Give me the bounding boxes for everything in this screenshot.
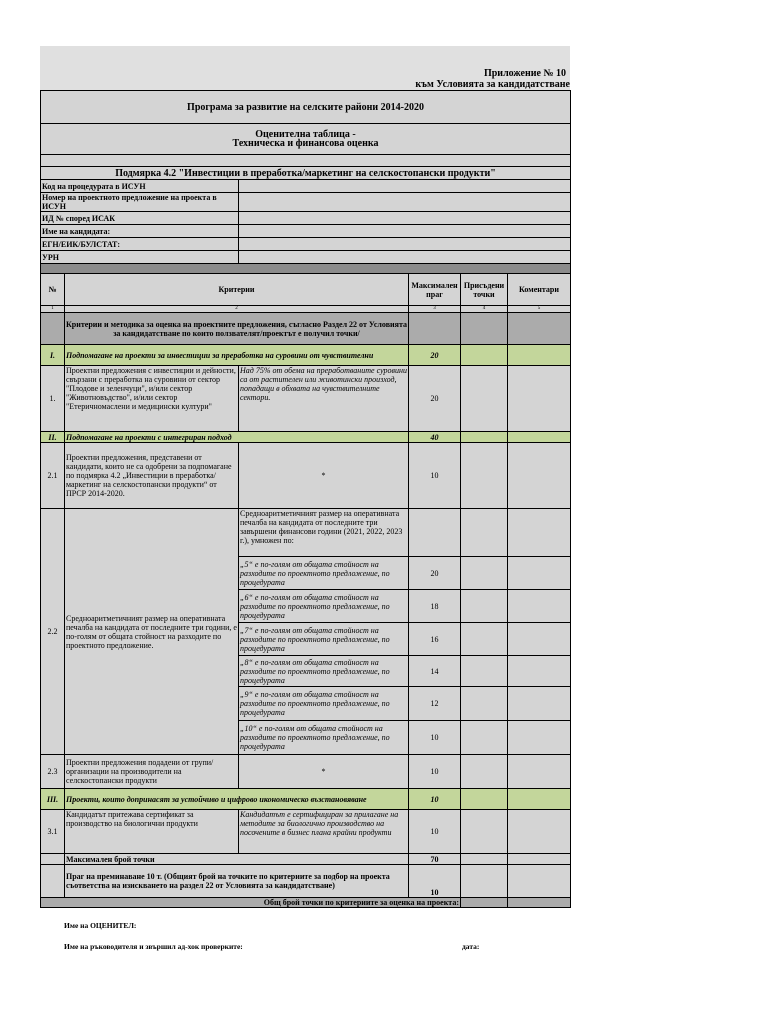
row-22-text: Средноаритметичният размер на оперативната печалба на кандидата от последните три години, е по-голям от общата стойност на разходите по проектното предложение. — [65, 509, 239, 755]
row-22-intro-comment — [508, 509, 571, 557]
row-22-option-3: „7“ е по-голям от общата стойност на разходите по проектното предложение, по процедурата — [239, 623, 409, 656]
submeasure-title: Подмярка 4.2 "Инвестиции в преработка/маркетинг на селскостопански продукти" — [41, 167, 571, 180]
row-22-option-6: „10“ е по-голям от общата стойност на разходите по проектното предложение, по процедурата — [239, 721, 409, 755]
section-1-comment[interactable] — [508, 345, 571, 366]
info-label-proposal: Номер на проектното предложение на проекта в ИСУН — [41, 193, 239, 212]
threshold-awarded — [461, 865, 508, 898]
section-2-comment[interactable] — [508, 432, 571, 443]
eval-title — [41, 124, 571, 155]
section-1-points: 20 — [409, 345, 461, 366]
section-3-title: Проекти, които допринасят за устойчиво и цифрово икономическо възстановяване — [65, 789, 409, 810]
row-22-option-3-points: 16 — [409, 623, 461, 656]
row-22-option-4-points: 14 — [409, 656, 461, 687]
section-3-awarded[interactable] — [461, 789, 508, 810]
row-22-option-3-comment[interactable] — [508, 623, 571, 656]
section-1-title: Подпомагане на проекти за инвестиции за преработка на суровини от чувствителни — [65, 345, 409, 366]
row-21-note: * — [239, 443, 409, 509]
row-22-num: 2.2 — [41, 509, 65, 755]
col-header-awarded-line2: точки — [473, 289, 495, 299]
section-3-comment[interactable] — [508, 789, 571, 810]
max-points-value: 70 — [409, 854, 461, 865]
col-header-criteria: Критерии — [65, 274, 409, 306]
method-comment — [508, 313, 571, 345]
header-band — [40, 46, 570, 90]
col-number-2: 2 — [65, 306, 409, 313]
section-2-points: 40 — [409, 432, 461, 443]
info-label-egn: ЕГН/ЕИК/БУЛСТАТ: — [41, 238, 239, 251]
threshold-value: 10 — [409, 865, 461, 898]
total-comment[interactable] — [508, 898, 571, 908]
row-22-option-1-points: 20 — [409, 557, 461, 590]
date-label: дата: — [462, 942, 480, 951]
row-22-option-6-points: 10 — [409, 721, 461, 755]
col-header-max-line2: праг — [426, 289, 443, 299]
row-1-points: 20 — [409, 366, 461, 432]
row-21-awarded[interactable] — [461, 443, 508, 509]
col-number-1: 1 — [41, 306, 65, 313]
spacer-row — [41, 155, 571, 167]
col-header-awarded-line1: Присъдени — [463, 280, 505, 290]
row-22-option-6-comment[interactable] — [508, 721, 571, 755]
info-label-procedure: Код на процедурата в ИСУН — [41, 180, 239, 193]
section-2-awarded[interactable] — [461, 432, 508, 443]
section-1-num: I. — [41, 345, 65, 366]
row-23-awarded[interactable] — [461, 755, 508, 789]
row-22-option-2-comment[interactable] — [508, 590, 571, 623]
info-label-urn: УРН — [41, 251, 239, 264]
row-21-points: 10 — [409, 443, 461, 509]
eval-title-line2: Техническа и финансова оценка — [232, 138, 379, 149]
row-23-text: Проектни предложения подадени от групи/организации на производители на селскостопански продукти — [65, 755, 239, 789]
total-label: Общ брой точки по критериите за оценка на проекта: — [41, 898, 461, 908]
row-22-option-1-comment[interactable] — [508, 557, 571, 590]
row-22-option-2: „6“ е по-голям от общата стойност на разходите по проектното предложение, по процедурата — [239, 590, 409, 623]
row-23-comment[interactable] — [508, 755, 571, 789]
col-header-max — [409, 274, 461, 306]
row-22-option-1: „5“ е по-голям от общата стойност на разходите по проектното предложение, по процедурата — [239, 557, 409, 590]
max-points-comment — [508, 854, 571, 865]
row-22-intro: Средноаритметичният размер на оперативната печалба на кандидата от последните три завършени финансови години (2021, 2022, 2023 г.), умножен по: — [239, 509, 409, 557]
threshold-no — [41, 865, 65, 898]
max-points-awarded — [461, 854, 508, 865]
total-value[interactable] — [461, 898, 508, 908]
section-2-title: Подпомагане на проекти с интегриран подход — [65, 432, 409, 443]
row-22-option-3-awarded[interactable] — [461, 623, 508, 656]
dark-separator — [41, 264, 571, 274]
row-31-note: Кандидатът е сертифициран за прилагане на методите за биологично производство на посочените в бизнес плана крайни продукти — [239, 810, 409, 854]
method-awarded — [461, 313, 508, 345]
row-21-num: 2.1 — [41, 443, 65, 509]
col-number-4: 4 — [461, 306, 508, 313]
max-points-no — [41, 854, 65, 865]
evaluator-label: Име на ОЦЕНИТЕЛ: — [64, 921, 137, 930]
eval-title-line1: Оценителна таблица - — [255, 129, 356, 140]
manager-label: Име на ръководителя и звършил ад-хок проверките: — [64, 942, 243, 951]
row-1-text: Проектни предложения с инвестиции и дейности, свързани с преработка на суровини от сектор "Плодове и зеленчуци", и/или сектор "Животновъдство", и/или сектор "Етеричномаслени и медицински култури" — [65, 366, 239, 432]
row-22-option-6-awarded[interactable] — [461, 721, 508, 755]
threshold-comment — [508, 865, 571, 898]
evaluation-table — [40, 90, 571, 908]
col-number-5: 5 — [508, 306, 571, 313]
row-21-comment[interactable] — [508, 443, 571, 509]
col-header-no: № — [41, 274, 65, 306]
program-title: Програма за развитие на селските райони 2014-2020 — [41, 91, 571, 124]
row-22-option-5: „9“ е по-голям от общата стойност на разходите по проектното предложение, по процедурата — [239, 687, 409, 721]
row-23-note: * — [239, 755, 409, 789]
max-points-label: Максимален брой точки — [65, 854, 409, 865]
method-max — [409, 313, 461, 345]
appendix-subtitle: към Условията за кандидатстване — [415, 79, 570, 90]
row-22-option-5-awarded[interactable] — [461, 687, 508, 721]
section-2-num: II. — [41, 432, 65, 443]
section-1-awarded[interactable] — [461, 345, 508, 366]
row-22-option-4-awarded[interactable] — [461, 656, 508, 687]
row-31-awarded[interactable] — [461, 810, 508, 854]
section-3-points: 10 — [409, 789, 461, 810]
row-22-option-5-points: 12 — [409, 687, 461, 721]
row-22-option-5-comment[interactable] — [508, 687, 571, 721]
info-value-urn[interactable] — [239, 251, 571, 264]
col-header-max-line1: Максимален — [411, 280, 458, 290]
row-22-intro-points — [409, 509, 461, 557]
row-1-awarded[interactable] — [461, 366, 508, 432]
row-21-text: Проектни предложения, представени от кандидати, които не са одобрени за подпомагане по подмярка 4.2 „Инвестиции в преработка/маркетинг на селскостопански продукти“ от ПРСР 2014-2020. — [65, 443, 239, 509]
row-1-comment[interactable] — [508, 366, 571, 432]
info-label-applicant: Име на кандидата: — [41, 225, 239, 238]
info-label-isak: ИД № според ИСАК — [41, 212, 239, 225]
threshold-label: Праг на преминаване 10 т. (Общият брой на точките по критериите за подбор на проекта съответства на изискването на раздел 22 от Условията за кандидатстване) — [65, 865, 409, 898]
method-no — [41, 313, 65, 345]
row-22-intro-awarded — [461, 509, 508, 557]
row-31-points: 10 — [409, 810, 461, 854]
row-1-num: 1. — [41, 366, 65, 432]
info-value-procedure[interactable] — [239, 180, 571, 193]
info-value-proposal[interactable] — [239, 193, 571, 212]
row-22-option-1-awarded[interactable] — [461, 557, 508, 590]
row-23-num: 2.3 — [41, 755, 65, 789]
row-22-option-2-awarded[interactable] — [461, 590, 508, 623]
method-text: Критерии и методика за оценка на проектните предложения, съгласно Раздел 22 от Условията за кандидатстване по които ползвателят/проектът е получил точки/ — [65, 313, 409, 345]
row-31-num: 3.1 — [41, 810, 65, 854]
row-22-option-4: „8“ е по-голям от общата стойност на разходите по проектното предложение, по процедурата — [239, 656, 409, 687]
info-value-applicant[interactable] — [239, 225, 571, 238]
row-1-note: Над 75% от обема на преработваните суровини са от растителен или животински произход, попадащи в обхвата на чувствителните сектори. — [239, 366, 409, 432]
col-number-3: 3 — [409, 306, 461, 313]
appendix-number: Приложение № 10 — [483, 68, 566, 79]
section-3-num: III. — [41, 789, 65, 810]
evaluation-sheet — [40, 46, 570, 908]
info-value-egn[interactable] — [239, 238, 571, 251]
row-22-option-2-points: 18 — [409, 590, 461, 623]
row-22-option-4-comment[interactable] — [508, 656, 571, 687]
row-23-points: 10 — [409, 755, 461, 789]
col-header-comments: Коментари — [508, 274, 571, 306]
row-31-text: Кандидатът притежава сертификат за производство на биологични продукти — [65, 810, 239, 854]
info-value-isak[interactable] — [239, 212, 571, 225]
col-header-awarded — [461, 274, 508, 306]
row-31-comment[interactable] — [508, 810, 571, 854]
